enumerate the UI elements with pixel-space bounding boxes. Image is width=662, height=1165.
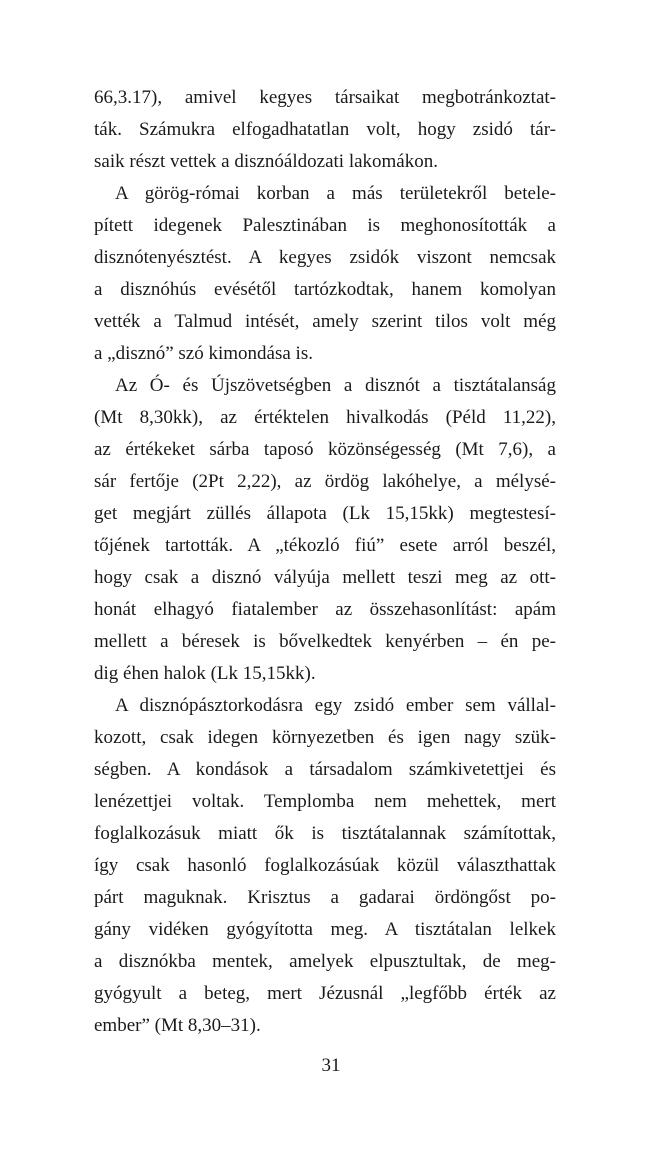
text-line: ember” (Mt 8,30–31). <box>94 1015 261 1036</box>
text-line: így csak hasonló foglalkozásúak közül választhattak <box>94 855 556 876</box>
paragraph <box>94 82 556 178</box>
text-line: get megjárt züllés állapota (Lk 15,15kk) megtestesí- <box>94 503 556 524</box>
text-line: lenézettjei voltak. Templomba nem mehettek, mert <box>94 791 556 812</box>
text-line: sár fertője (2Pt 2,22), az ördög lakóhelye, a mélysé- <box>94 471 556 492</box>
page-number: 31 <box>321 1055 341 1076</box>
text-line: 66,3.17), amivel kegyes társaikat megbotránkoztat- <box>94 87 556 108</box>
text-line: foglalkozásuk miatt ők is tisztátalannak számítottak, <box>94 823 556 844</box>
body-text <box>94 82 556 1042</box>
text-line: tőjének tartották. A „tékozló fiú” esete arról beszél, <box>94 535 556 556</box>
text-line: ségben. A kondások a társadalom számkivetettjei és <box>94 759 556 780</box>
paragraph <box>94 178 556 370</box>
text-line: mellett a béresek is bővelkedtek kenyérben – én pe- <box>94 631 556 652</box>
text-line: disznótenyésztést. A kegyes zsidók viszont nemcsak <box>94 247 556 268</box>
text-line: vették a Talmud intését, amely szerint tilos volt még <box>94 311 556 332</box>
text-line: dig éhen halok (Lk 15,15kk). <box>94 663 316 684</box>
text-line: saik részt vettek a disznóáldozati lakomákon. <box>94 151 438 172</box>
text-line: (Mt 8,30kk), az értéktelen hivalkodás (Péld 11,22), <box>94 407 556 428</box>
text-line: párt maguknak. Krisztus a gadarai ördöngőst po- <box>94 887 556 908</box>
text-line: honát elhagyó fiatalember az összehasonlítást: apám <box>94 599 556 620</box>
text-line: az értékeket sárba taposó közönségesség (Mt 7,6), a <box>94 439 556 460</box>
text-line: kozott, csak idegen környezetben és igen nagy szük- <box>94 727 556 748</box>
paragraph <box>94 690 556 1042</box>
text-line: A görög-római korban a más területekről betele- <box>115 183 556 204</box>
paragraph <box>94 370 556 690</box>
text-line: A disznópásztorkodásra egy zsidó ember sem vállal- <box>115 695 556 716</box>
text-line: pített idegenek Palesztinában is meghonosították a <box>94 215 556 236</box>
text-line: Az Ó- és Újszövetségben a disznót a tisztátalanság <box>115 375 556 396</box>
text-line: gyógyult a beteg, mert Jézusnál „legfőbb érték az <box>94 983 556 1004</box>
text-line: ták. Számukra elfogadhatatlan volt, hogy zsidó tár- <box>94 119 556 140</box>
text-line: a „disznó” szó kimondása is. <box>94 343 313 364</box>
text-line: a disznókba mentek, amelyek elpusztultak, de meg- <box>94 951 556 972</box>
text-line: hogy csak a disznó vályúja mellett teszi meg az ott- <box>94 567 556 588</box>
text-line: gány vidéken gyógyította meg. A tisztátalan lelkek <box>94 919 556 940</box>
text-line: a disznóhús evésétől tartózkodtak, hanem komolyan <box>94 279 556 300</box>
